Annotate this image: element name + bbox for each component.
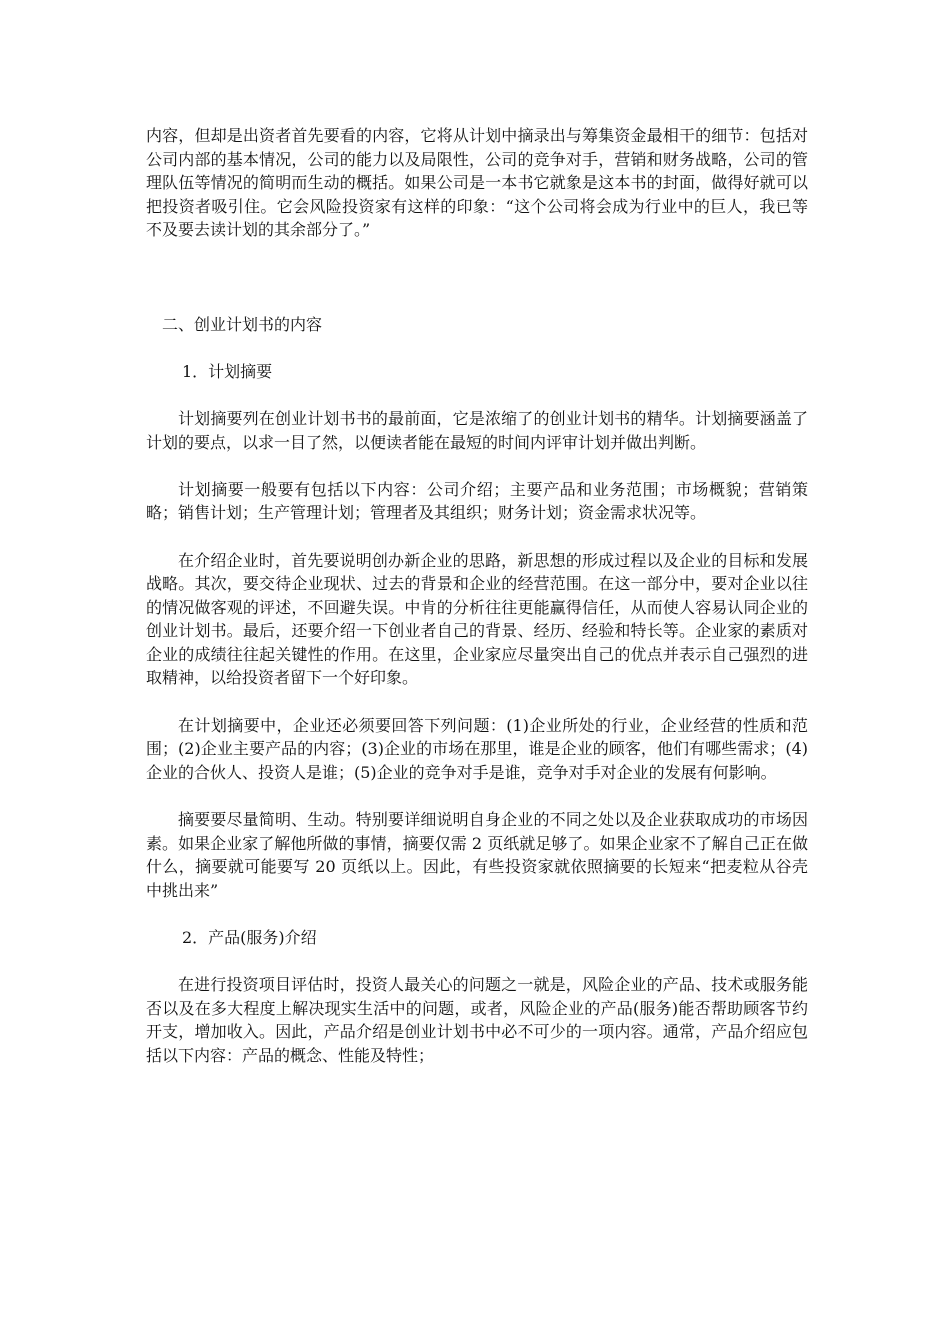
- subsection-heading-product: 2．产品(服务)介绍: [182, 928, 317, 947]
- document-body: [146, 124, 808, 1068]
- spacer: [146, 950, 808, 974]
- paragraph-summary-overview: 计划摘要列在创业计划书书的最前面，它是浓缩了的创业计划书的精华。计划摘要涵盖了计划的要点，以求一目了然，以便读者能在最短的时间内评审计划并做出判断。: [146, 408, 808, 452]
- spacer: [146, 242, 808, 289]
- spacer: [146, 784, 808, 808]
- subsection-heading-summary: 1．计划摘要: [182, 361, 273, 381]
- intro-paragraph: 内容，但却是出资者首先要看的内容，它将从计划中摘录出与筹集资金最相干的细节：包括对公司内部的基本情况，公司的能力以及局限性，公司的竞争对手，营销和财务战略，公司的管理队伍等情况的简明而生动的概括。如果公司是一本书它就象是这本书的封面，做得好就可以把投资者吸引住。它会风险投资家有这样的印象：“这个公司将会成为行业中的巨人，我已等不及要去读计划的其余部分了。”: [146, 126, 808, 240]
- spacer: [146, 336, 808, 360]
- spacer: [146, 525, 808, 549]
- paragraph-summary-contents: 计划摘要一般要有包括以下内容：公司介绍；主要产品和业务范围；市场概貌；营销策略；销售计划；生产管理计划；管理者及其组织；财务计划；资金需求状况等。: [146, 479, 808, 523]
- spacer: [146, 454, 808, 478]
- section-heading: 二、创业计划书的内容: [162, 314, 323, 334]
- paragraph-company-intro: 在介绍企业时，首先要说明创办新企业的思路，新思想的形成过程以及企业的目标和发展战略。其次，要交待企业现状、过去的背景和企业的经营范围。在这一部分中，要对企业以往的情况做客观的评述，不回避失误。中肯的分析往往更能赢得信任，从而使人容易认同企业的创业计划书。最后，还要介绍一下创业者自己的背景、经历、经验和特长等。企业家的素质对企业的成绩往往起关键性的作用。在这里，企业家应尽量突出自己的优点并表示自己强烈的进取精神，以给投资者留下一个好印象。: [146, 550, 808, 688]
- spacer: [146, 902, 808, 926]
- spacer: [146, 383, 808, 407]
- spacer: [146, 289, 808, 313]
- paragraph-questions: 在计划摘要中，企业还必须要回答下列问题：(1)企业所处的行业，企业经营的性质和范围；(2)企业主要产品的内容；(3)企业的市场在那里，谁是企业的顾客，他们有哪些需求；(4)企业的合伙人、投资人是谁；(5)企业的竞争对手是谁，竞争对手对企业的发展有何影响。: [146, 715, 808, 782]
- paragraph-brevity: 摘要要尽量简明、生动。特别要详细说明自身企业的不同之处以及企业获取成功的市场因素。如果企业家了解他所做的事情，摘要仅需 2 页纸就足够了。如果企业家不了解自己正在做什么，摘要就可能要写 20 页纸以上。因此，有些投资家就依照摘要的长短来“把麦粒从谷壳中挑出来”: [146, 810, 808, 900]
- paragraph-product-intro: 在进行投资项目评估时，投资人最关心的问题之一就是，风险企业的产品、技术或服务能否以及在多大程度上解决现实生活中的问题，或者，风险企业的产品(服务)能否帮助顾客节约开支，增加收入。因此，产品介绍是创业计划书中必不可少的一项内容。通常，产品介绍应包括以下内容：产品的概念、性能及特性；: [146, 975, 808, 1065]
- spacer: [146, 690, 808, 714]
